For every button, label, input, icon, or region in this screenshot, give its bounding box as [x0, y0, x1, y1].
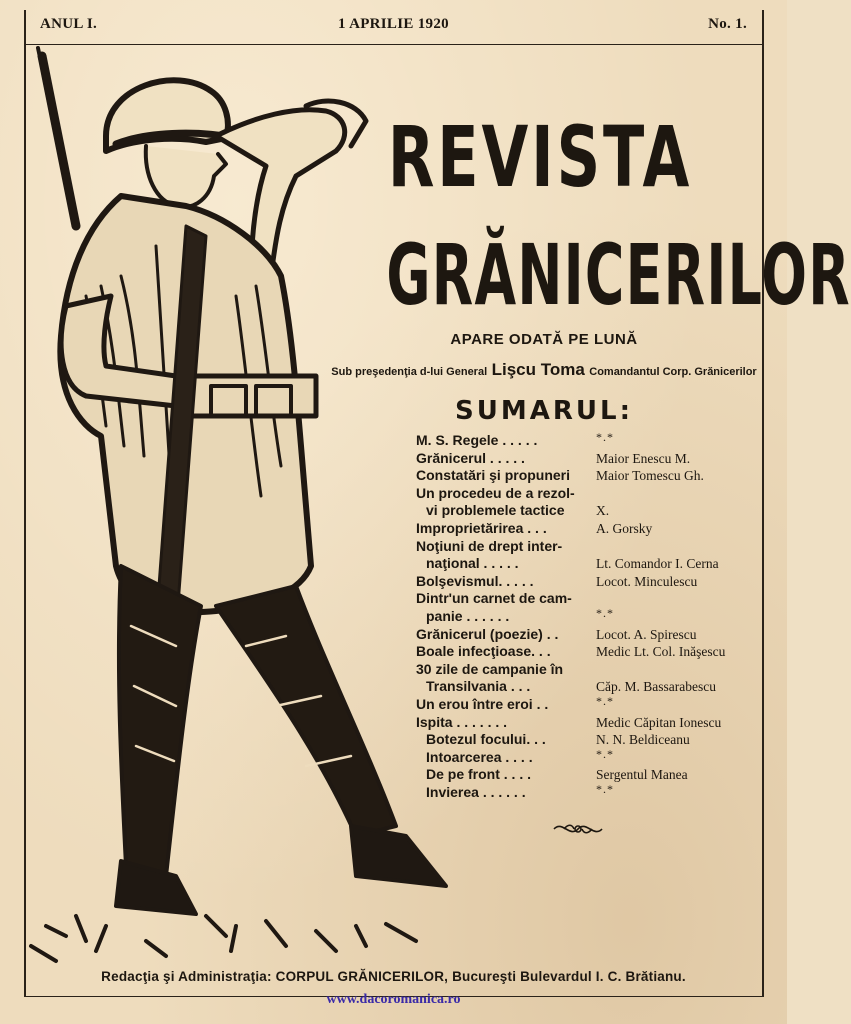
- contents-title: Boale infecţioase. . .: [416, 643, 551, 660]
- contents-row: [416, 643, 761, 661]
- contents-author: Maior Tomescu Gh.: [596, 468, 704, 484]
- contents-title: De pe front . . . .: [426, 766, 532, 783]
- contents-row: [416, 573, 761, 591]
- contents-title: Bolşevismul. . . . .: [416, 572, 534, 589]
- contents-author: *.*: [596, 605, 614, 620]
- contents-title: Constatări şi propuneri: [416, 467, 571, 484]
- contents-author: *.*: [596, 430, 614, 444]
- contents-row: [416, 520, 761, 538]
- contents-title: Grănicerul (poezie) . .: [416, 625, 559, 642]
- contents-row: [416, 678, 761, 696]
- source-website-link[interactable]: www.dacoromanica.ro: [326, 992, 461, 1007]
- contents-author: A. Gorsky: [596, 520, 653, 536]
- contents-title: Dintr'un carnet de cam-: [416, 590, 572, 607]
- masthead-line-2: GRĂNICERILOR: [386, 226, 851, 324]
- contents-title: panie . . . . . .: [426, 607, 510, 624]
- contents-row: [416, 714, 761, 732]
- contents-title: Noţiuni de drept inter-: [416, 537, 563, 554]
- contents-row: [416, 590, 761, 608]
- contents-title: Un erou între eroi . .: [416, 695, 549, 712]
- contents-title: 30 zile de campanie în: [416, 660, 564, 677]
- contents-heading: SUMARUL:: [455, 396, 633, 426]
- editorial-address: Redacţia şi Administraţia: CORPUL GRĂNICERILOR, Bucureşti Bulevardul I. C. Brătianu.: [101, 969, 686, 984]
- contents-title: Improprietărirea . . .: [416, 519, 547, 536]
- contents-author: Lt. Comandor I. Cerna: [596, 556, 719, 572]
- volume-label: ANUL I.: [40, 16, 98, 32]
- contents-row: [416, 746, 761, 767]
- contents-author: Maior Enescu M.: [596, 450, 691, 466]
- contents-title: Transilvania . . .: [426, 678, 531, 695]
- contents-row: [416, 605, 761, 626]
- contents-author: N. N. Beldiceanu: [596, 732, 690, 748]
- contents-row: [416, 450, 761, 468]
- contents-title: vi problemele tactice: [426, 502, 565, 519]
- contents-title: Invierea . . . . . .: [426, 783, 526, 800]
- contents-title: Ispita . . . . . . .: [416, 713, 508, 730]
- contents-row: [416, 467, 761, 485]
- contents-author: Sergentul Manea: [596, 767, 688, 783]
- contents-author: *.*: [596, 781, 614, 796]
- contents-title: Intoarcerea . . . .: [426, 748, 533, 765]
- publication-frequency: APARE ODATĂ PE LUNĂ: [450, 331, 638, 348]
- contents-author: Căp. M. Bassarabescu: [596, 679, 716, 695]
- contents-author: Medic Lt. Col. Inăşescu: [596, 644, 726, 660]
- contents-author: Locot. Minculescu: [596, 573, 698, 589]
- contents-row: [416, 485, 761, 503]
- contents-author: *.*: [596, 693, 614, 708]
- patron-name: Lişcu Toma: [491, 360, 585, 379]
- header-rule: [24, 44, 764, 45]
- contents-row: [416, 626, 761, 644]
- contents-title: naţional . . . . .: [426, 555, 519, 572]
- contents-author: *.*: [596, 746, 614, 761]
- ornament-icon: [552, 818, 604, 840]
- contents-row: [416, 731, 761, 749]
- masthead-line-1: REVISTA: [387, 108, 693, 206]
- contents-title: Un procedeu de a rezol-: [416, 484, 575, 501]
- contents-row: [416, 502, 761, 520]
- contents-row: [416, 693, 761, 714]
- patronage-line: [300, 360, 788, 380]
- contents-author: Locot. A. Spirescu: [596, 626, 697, 642]
- patronage-suffix: Comandantul Corp. Grănicerilor: [589, 366, 757, 378]
- contents-row: [416, 538, 761, 556]
- issue-date: 1 APRILIE 1920: [338, 16, 449, 32]
- contents-row: [416, 766, 761, 784]
- patronage-prefix: Sub preşedenţia d-lui General: [331, 366, 488, 378]
- contents-row: [416, 781, 761, 802]
- contents-row: [416, 555, 761, 573]
- table-of-contents: [416, 432, 761, 801]
- contents-row: [416, 432, 761, 450]
- issue-number: No. 1.: [708, 16, 747, 32]
- contents-title: Botezul focului. . .: [426, 731, 546, 748]
- contents-title: Grănicerul . . . . .: [416, 449, 525, 466]
- contents-author: Medic Căpitan Ionescu: [596, 714, 722, 730]
- contents-author: X.: [596, 503, 610, 519]
- contents-row: [416, 661, 761, 679]
- contents-title: M. S. Regele . . . . .: [416, 432, 538, 448]
